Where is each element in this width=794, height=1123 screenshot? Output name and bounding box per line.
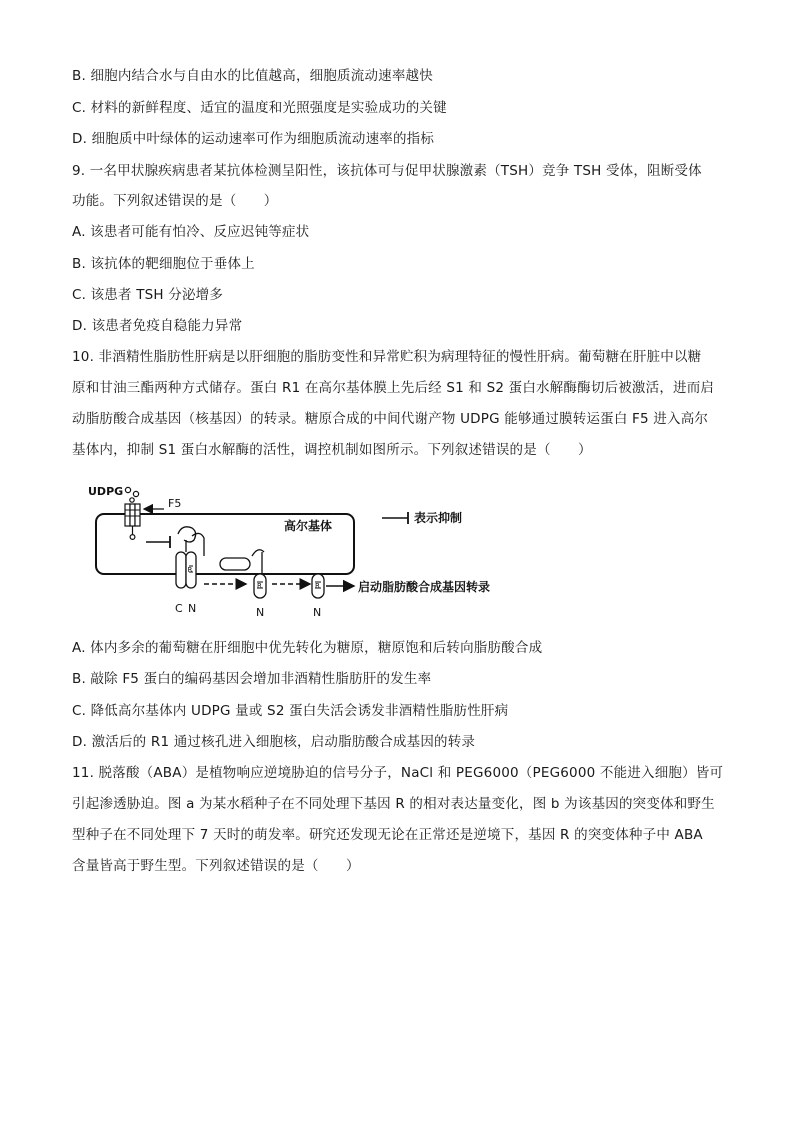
q10-stem-line-2: 原和甘油三酯两种方式储存。蛋白 R1 在高尔基体膜上先后经 S1 和 S2 蛋白水解酶酶切后被激活，进而启 xyxy=(72,380,715,396)
q9-option-c: C. 该患者 TSH 分泌增多 xyxy=(72,287,224,303)
n-terminal-label-3: N xyxy=(313,606,322,619)
udpg-molecule-icon xyxy=(130,498,134,502)
n-terminal-label-1: N xyxy=(188,602,197,615)
q10-option-a: A. 体内多余的葡萄糖在肝细胞中优先转化为糖原，糖原饱和后转向脂肪酸合成 xyxy=(72,640,543,656)
f5-transporter-icon xyxy=(125,504,140,539)
udpg-label: UDPG xyxy=(88,485,124,498)
f5-label: F5 xyxy=(168,497,182,510)
q9-stem-line-1: 9. 一名甲状腺疾病患者某抗体检测呈阳性，该抗体可与促甲状腺激素（TSH）竞争 TSH 受体，阻断受体 xyxy=(72,163,702,179)
q8-option-d: D. 细胞质中叶绿体的运动速率可作为细胞质流动速率的指标 xyxy=(72,131,435,147)
q11-stem-line-3: 型种子在不同处理下 7 天时的萌发率。研究还发现无论在正常还是逆境下，基因 R 的突变体种子中 ABA xyxy=(72,827,703,843)
inhibition-legend-label: 表示抑制 xyxy=(414,511,463,525)
udpg-inhibits-s1-icon xyxy=(146,536,170,548)
q10-option-b: B. 敲除 F5 蛋白的编码基因会增加非酒精性脂肪肝的发生率 xyxy=(72,671,432,687)
q11-stem-line-2: 引起渗透胁迫。图 a 为某水稻种子在不同处理下基因 R 的相对表达量变化，图 b 为该基因的突变体和野生 xyxy=(72,796,715,812)
golgi-regulation-diagram xyxy=(86,482,546,624)
r1-precursor-icon xyxy=(176,552,196,588)
q11-stem-line-4: 含量皆高于野生型。下列叙述错误的是（ ） xyxy=(72,858,360,874)
r1-label-1: R xyxy=(187,566,193,574)
membrane-complex-icon xyxy=(220,550,264,576)
transcription-label: 启动脂肪酸合成基因转录 xyxy=(358,580,491,594)
golgi-label: 高尔基体 xyxy=(284,519,333,533)
q8-option-c: C. 材料的新鲜程度、适宜的温度和光照强度是实验成功的关键 xyxy=(72,100,447,116)
udpg-molecule-icon xyxy=(125,487,130,492)
c-terminal-label: C xyxy=(175,602,183,615)
r1-label-2: R xyxy=(257,582,262,590)
r1-label-3: R xyxy=(315,582,320,590)
q10-option-d: D. 激活后的 R1 通过核孔进入细胞核，启动脂肪酸合成基因的转录 xyxy=(72,734,476,750)
s1-protease-icon xyxy=(178,527,196,552)
q10-stem-line-3: 动脂肪酸合成基因（核基因）的转录。糖原合成的中间代谢产物 UDPG 能够通过膜转运蛋白 F5 进入高尔 xyxy=(72,411,709,427)
q10-option-c: C. 降低高尔基体内 UDPG 量或 S2 蛋白失活会诱发非酒精性脂肪性肝病 xyxy=(72,703,509,719)
q9-stem-line-2: 功能。下列叙述错误的是（ ） xyxy=(72,193,278,209)
q10-stem-line-4: 基体内，抑制 S1 蛋白水解酶的活性，调控机制如图所示。下列叙述错误的是（ ） xyxy=(72,442,592,458)
q9-option-a: A. 该患者可能有怕冷、反应迟钝等症状 xyxy=(72,224,310,240)
inhibition-legend-icon xyxy=(382,512,408,524)
q10-stem-line-1: 10. 非酒精性脂肪性肝病是以肝细胞的脂肪变性和异常贮积为病理特征的慢性肝病。葡萄糖在肝脏中以糖 xyxy=(72,349,702,365)
q11-stem-line-1: 11. 脱落酸（ABA）是植物响应逆境胁迫的信号分子，NaCl 和 PEG6000（PEG6000 不能进入细胞）皆可 xyxy=(72,765,724,781)
q9-option-d: D. 该患者免疫自稳能力异常 xyxy=(72,318,243,334)
n-terminal-label-2: N xyxy=(256,606,265,619)
udpg-molecule-icon xyxy=(133,491,138,496)
q9-option-b: B. 该抗体的靶细胞位于垂体上 xyxy=(72,256,255,272)
q8-option-b: B. 细胞内结合水与自由水的比值越高，细胞质流动速率越快 xyxy=(72,68,433,84)
